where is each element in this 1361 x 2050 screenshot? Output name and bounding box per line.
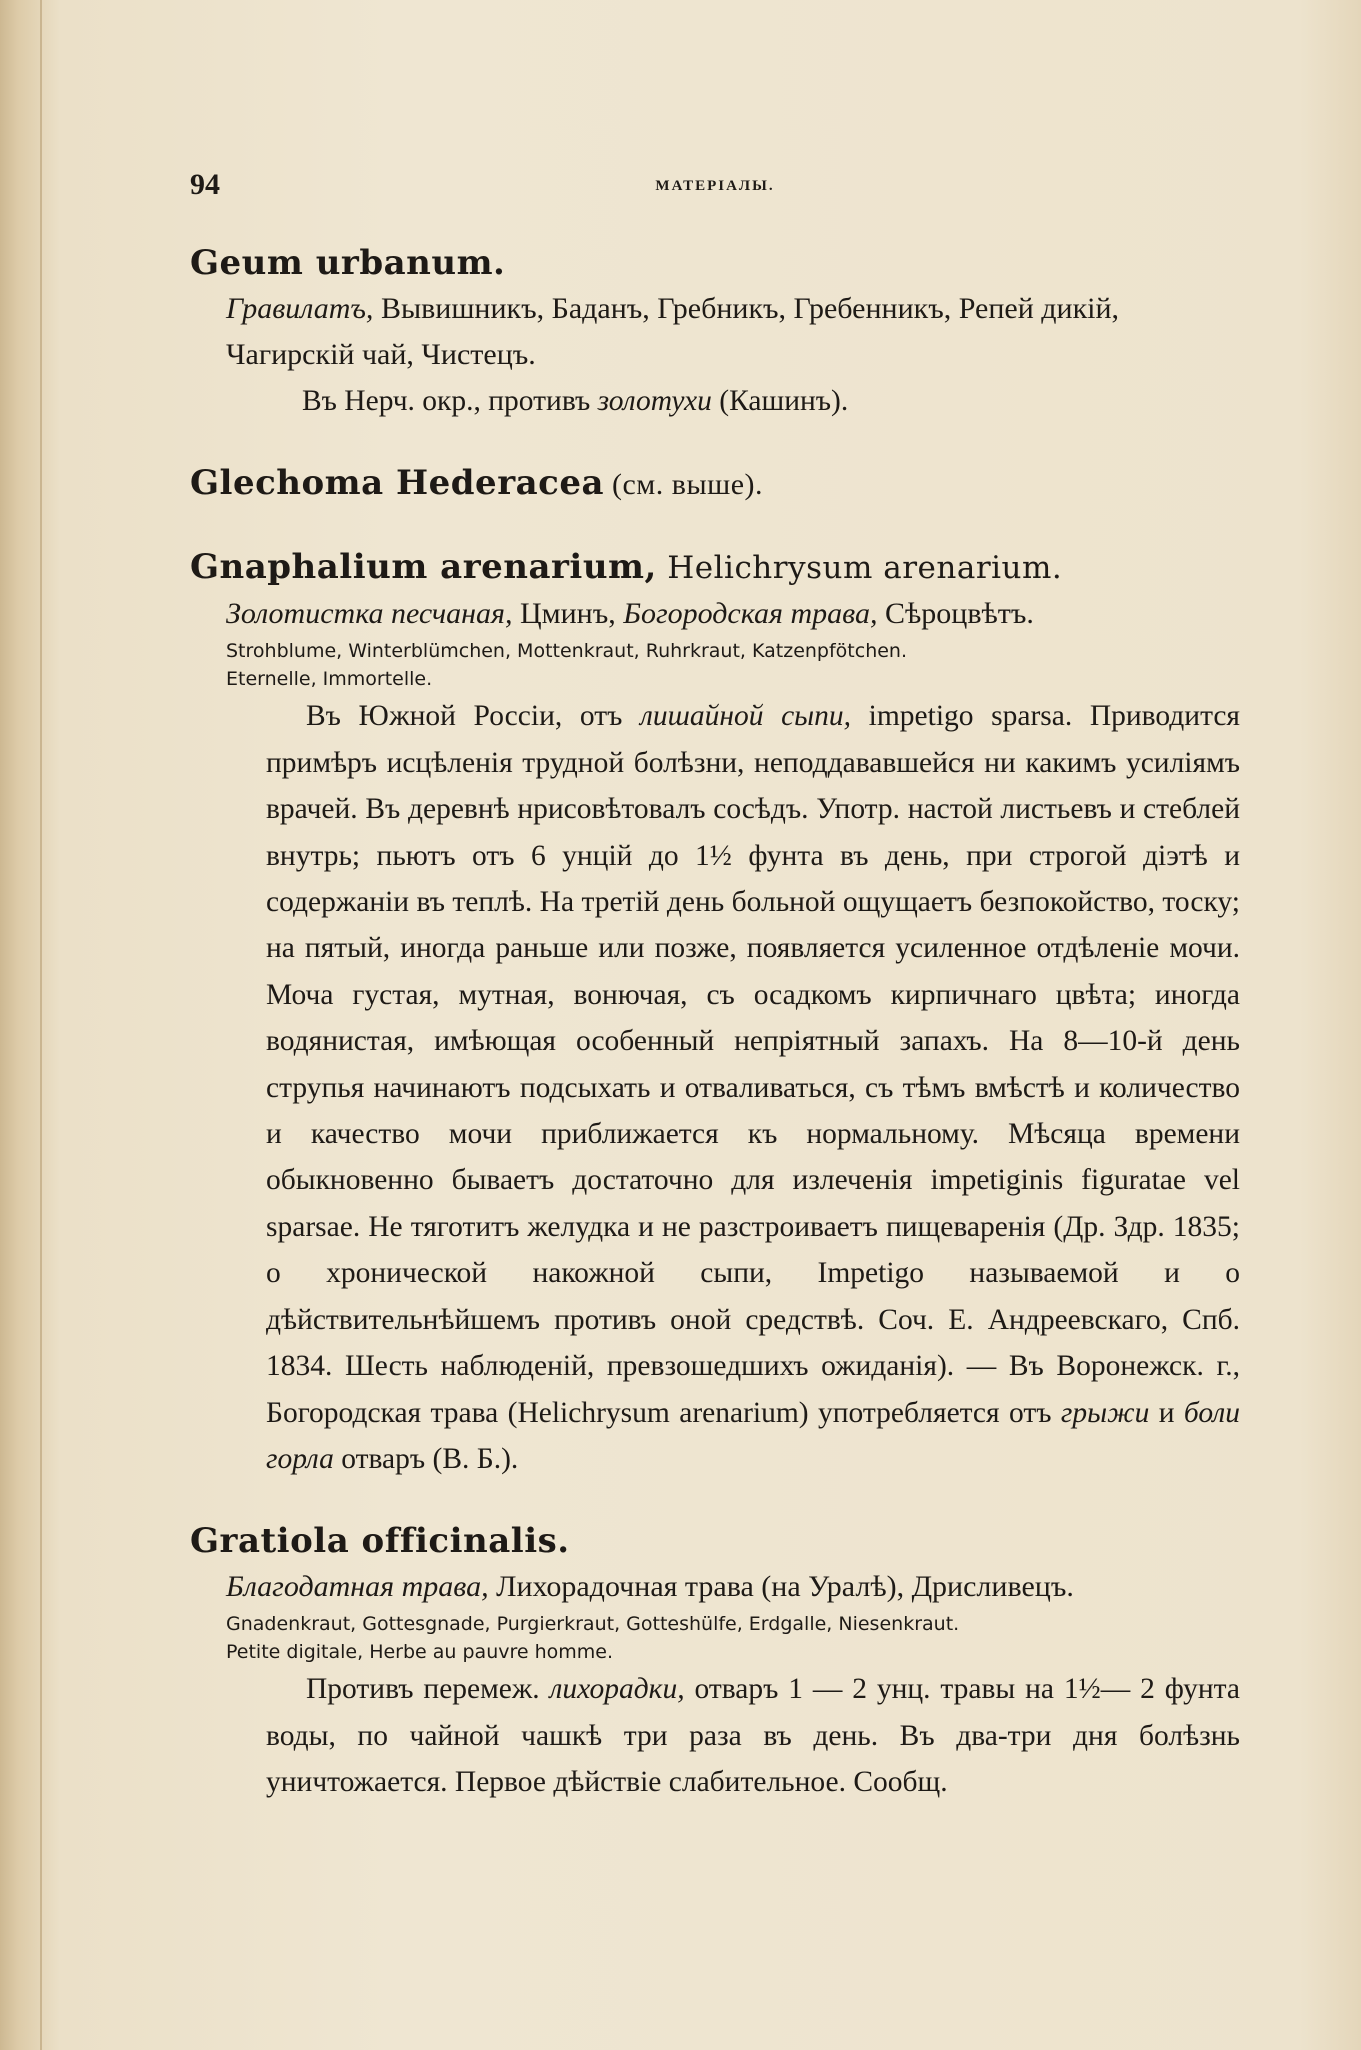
title-note: (см. выше). (604, 468, 764, 502)
italic-run: Богородская трава, (623, 597, 878, 631)
page-number: 94 (190, 168, 220, 201)
page-content (190, 240, 1240, 1842)
entry-geum (190, 240, 1240, 424)
text-run: Сѣроцвѣтъ. (877, 597, 1034, 631)
running-head: МАТЕРІАЛЫ. (655, 178, 775, 194)
title-synonym: Helichrysum arenarium. (656, 550, 1063, 587)
italic-run: лишайной сыпи, (639, 700, 852, 733)
italic-run: лихорадки, (549, 1673, 685, 1706)
text-run: отваръ (В. Б.). (333, 1442, 519, 1475)
names-italic: Гравилатъ, (226, 292, 374, 325)
text-run: Противъ перемеж. (306, 1673, 550, 1706)
entry-gnaphalium (190, 544, 1240, 1482)
italic-run: Благодатная трава, (226, 1570, 489, 1604)
entry-glechoma (190, 460, 1240, 508)
entry-body (190, 1666, 1240, 1805)
names-rest: Вывишникъ, Баданъ, Гребникъ, Гребенникъ, Репей дикій, Чагирскій чай, Чистецъ. (226, 292, 1120, 371)
text-run: Лихорадочная трава (на Уралѣ), Дрисливецъ. (488, 1570, 1074, 1604)
italic-run: Золотистка песчаная, (226, 597, 513, 631)
binding-gutter (40, 0, 42, 2050)
text-run: и (1149, 1396, 1184, 1429)
title-text: Glechoma Hederacea (190, 463, 604, 504)
text-part: Въ Нерч. окр., противъ (302, 385, 598, 417)
foreign-names-german: Strohblume, Winterblümchen, Mottenkraut, Ruhrkraut, Katzenpfötchen. (226, 640, 908, 663)
italic-run: боли горла (266, 1396, 1240, 1475)
text-run: Цминъ, (512, 597, 624, 631)
foreign-names-german: Gnadenkraut, Gottesgnade, Purgierkraut, Gotteshülfe, Erdgalle, Niesenkraut. (226, 1613, 960, 1636)
text-run: Въ Южной Россіи, отъ (306, 700, 640, 733)
page-header (190, 168, 1240, 208)
text-italic: золотухи (597, 385, 712, 417)
entry-gratiola (190, 1518, 1240, 1805)
entry-title: Gratiola officinalis. (190, 1521, 570, 1562)
entry-title (190, 460, 1240, 508)
vernacular-names (190, 286, 1240, 378)
vernacular-names (190, 1564, 1240, 1610)
foreign-names-french: Petite digitale, Herbe au pauvre homme. (226, 1641, 614, 1664)
entry-text (190, 378, 1240, 424)
italic-run: грыжи (1060, 1396, 1150, 1429)
text-run: отваръ 1 — 2 унц. травы на 1½— 2 фунта воды, по чайной чашкѣ три раза въ день. Въ два-три дня болѣзнь уничтожается. Первое дѣйствіе слабительное. Сообщ. (266, 1673, 1240, 1799)
text-run: impetigo sparsa. Приводится примѣръ исцѣленія трудной болѣзни, неподдававшейся ни какимъ усиліямъ врачей. Въ деревнѣ нрисовѣтовалъ сосѣдъ. Употр. настой листьевъ и стеблей внутрь; пьютъ отъ 6 унцій до 1½ фунта въ день, при строгой діэтѣ и содержаніи въ теплѣ. На третій день больной ощущаетъ безпокойство, тоску; на пятый, иногда раньше или позже, появляется усиленное отдѣленіе мочи. Моча густая, мутная, вонючая, съ осадкомъ кирпичнаго цвѣта; иногда водянистая, имѣющая особенный непріятный запахъ. На 8—10-й день струпья начинаютъ подсыхать и отваливаться, съ тѣмъ вмѣстѣ и количество и качество мочи приближается къ нормальному. Мѣсяца времени обыкновенно бываетъ достаточно для излеченія impetiginis figuratae vel sparsae. Не тяготитъ желудка и не разстроиваетъ пищеваренія (Др. Здр. 1835; о хронической накожной сыпи, Impetigo называемой и о дѣйствительнѣйшемъ противъ оной средствѣ. Соч. Е. Андреевскаго, Спб. 1834. Шесть наблюденій, превзошедшихъ ожиданія). — Въ Воронежск. г., Богородская трава (Helichrysum arenarium) употребляется отъ (266, 700, 1241, 1429)
entry-title: Geum urbanum. (190, 243, 506, 283)
text-end: (Кашинъ). (711, 385, 849, 417)
title-text: Gnaphalium arenarium, (190, 547, 657, 588)
entry-title (190, 544, 1240, 591)
foreign-names-french: Eternelle, Immortelle. (226, 668, 433, 691)
vernacular-names (190, 591, 1240, 637)
entry-body (190, 693, 1240, 1482)
